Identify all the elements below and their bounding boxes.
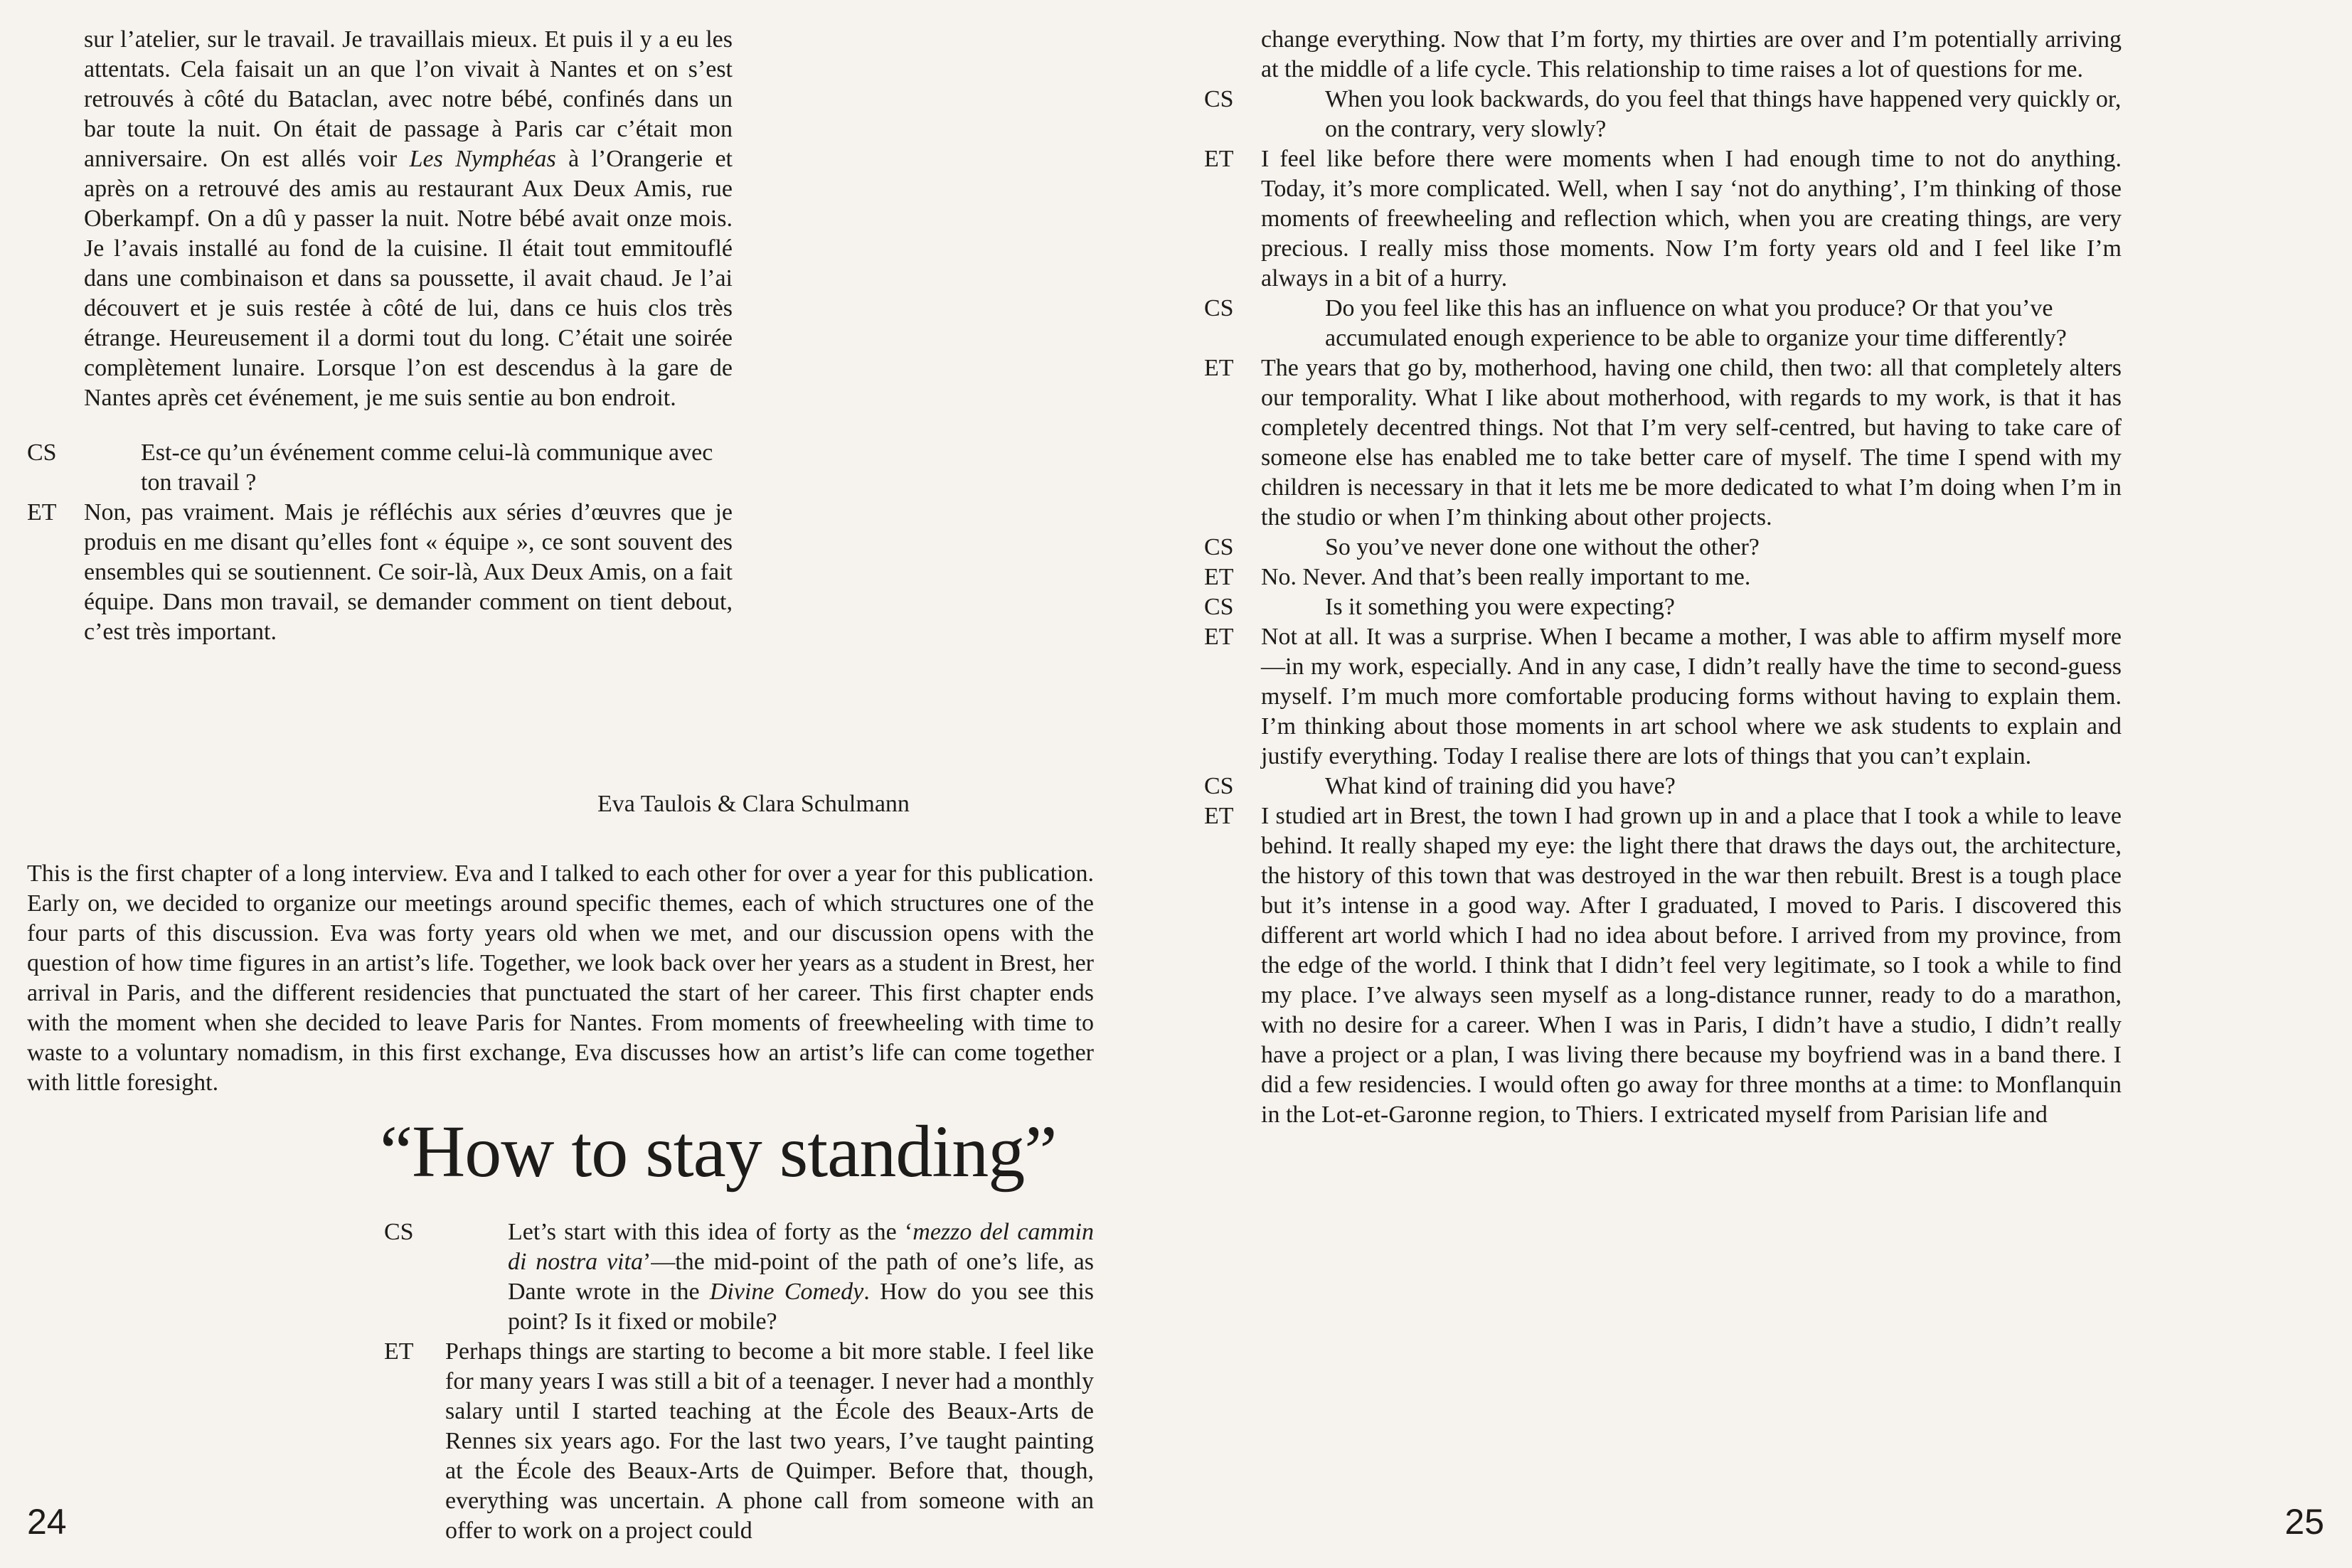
intro-paragraph: This is the first chapter of a long interview. Eva and I talked to each other for over a year for this publication. Early on, we decided to organize our meetings around specific themes, each of which structures one of the four parts of this discussion. Eva was forty years old when we met, and our discussion opens with the question of how time figures in an artist’s life. Together, we look back over her years as a student in Brest, her arrival in Paris, and the different residencies that punctuated the start of her career. This first chapter ends with the moment when she decided to leave Paris for Nantes. From moments of freewheeling with time to waste to a voluntary nomadism, in this first exchange, Eva discusses how an artist’s life can come together with little foresight.	[27, 860, 1094, 1096]
left-opening-paragraph	[84, 25, 733, 413]
question-text: Est-ce qu’un événement comme celui-là communique avec ton travail ?	[141, 439, 713, 496]
question-text	[445, 1217, 1094, 1337]
question-part: ’—the mid-point of the path of one’s life, as Dante wrote in the	[508, 1249, 1094, 1305]
qa-answer	[27, 498, 733, 647]
question-text: Do you feel like this has an influence on what you produce? Or that you’ve accumulated enough experience to be able to organize your time differently?	[1325, 295, 2067, 351]
speaker-label: CS	[1204, 295, 1234, 321]
answer-text: Not at all. It was a surprise. When I became a mother, I was able to affirm myself more—in my work, especially. And in any case, I didn’t really have the time to second-guess myself. I’m much more comfortable producing forms without having to explain them. I’m thinking about those moments in art school where we ask students to explain and justify everything. Today I realise there are lots of things that you can’t explain.	[1261, 624, 2122, 769]
page-number: 24	[27, 1502, 67, 1542]
speaker-label: ET	[384, 1338, 414, 1365]
qa-list	[1204, 85, 2122, 1130]
answer-text: Perhaps things are starting to become a bit more stable. I feel like for many years I was still a bit of a teenager. I never had a monthly salary until I started teaching at the École des Beaux-Arts de Rennes six years ago. For the last two years, I’ve taught painting at the École des Beaux-Arts de Quimper. Before that, though, everything was uncertain. A phone call from someone with an offer to work on a project could	[445, 1338, 1094, 1544]
question-text: So you’ve never done one without the other?	[1325, 534, 1760, 560]
qa-question	[1204, 592, 2122, 622]
qa-question	[1204, 294, 2122, 353]
opening-text-cont: à l’Orangerie et après on a retrouvé des amis au restaurant Aux Deux Amis, rue Oberkampf. On a dû y passer la nuit. Notre bébé avait onze mois. Je l’avais installé au fond de la cuisine. Il était tout emmitouflé dans une combinaison et dans sa poussette, il avait chaud. Je l’ai découvert et je suis restée à côté de lui, dans ce huis clos très étrange. Heureusement il a dormi tout du long. C’était une soirée complètement lunaire. Lorsque l’on est descendus à la gare de Nantes après cet événement, je me suis sentie au bon endroit.	[84, 146, 733, 411]
qa-question	[27, 438, 733, 498]
continuation-paragraph: change everything. Now that I’m forty, my thirties are over and I’m potentially arriving at the middle of a life cycle. This relationship to time raises a lot of questions for me.	[1261, 26, 2122, 82]
qa-question	[384, 1217, 1094, 1337]
speaker-label: ET	[1204, 146, 1234, 172]
opening-text: sur l’atelier, sur le travail. Je travaillais mieux. Et puis il y a eu les attentats. Cela faisait un an que l’on vivait à Nantes et on s’est retrouvés à côté du Bataclan, avec notre bébé, confinés dans un bar toute la nuit. On était de passage à Paris car c’était mon anniversaire. On est allés voir	[84, 26, 733, 172]
speaker-label: CS	[1204, 86, 1234, 112]
question-italic: mezzo del cammin di nostra vita	[508, 1219, 1094, 1275]
answer-text: I feel like before there were moments when I had enough time to not do anything. Today, it’s more complicated. Well, when I say ‘not do anything’, I’m thinking of those moments of freewheeling and reflection which, when you are creating things, are very precious. I really miss those moments. Now I’m forty years old and I feel like I’m always in a bit of a hurry.	[1261, 146, 2122, 292]
qa-answer	[1204, 801, 2122, 1130]
speaker-label: CS	[384, 1219, 414, 1245]
left-bottom-qa	[384, 1217, 1094, 1546]
left-top-qa	[27, 438, 733, 647]
chapter-headline: “How to stay standing”	[380, 1111, 1057, 1193]
answer-text: No. Never. And that’s been really important to me.	[1261, 564, 1751, 590]
byline: Eva Taulois & Clara Schulmann	[597, 791, 910, 817]
speaker-label: ET	[1204, 624, 1234, 650]
speaker-label: CS	[1204, 534, 1234, 560]
right-page	[1176, 0, 2351, 1568]
question-part: Let’s start with this idea of forty as the ‘	[508, 1219, 913, 1245]
speaker-label: CS	[27, 439, 57, 466]
qa-question	[1204, 85, 2122, 144]
qa-answer	[1204, 144, 2122, 294]
speaker-label: ET	[1204, 564, 1234, 590]
speaker-label: CS	[1204, 773, 1234, 799]
qa-answer	[1204, 562, 2122, 592]
right-column	[1204, 25, 2122, 1130]
qa-answer	[1204, 353, 2122, 533]
question-text: When you look backwards, do you feel that things have happened very quickly or, on the contrary, very slowly?	[1325, 86, 2122, 142]
qa-answer	[1204, 622, 2122, 772]
question-text: What kind of training did you have?	[1325, 773, 1676, 799]
question-part: . How do you see this point? Is it fixed or mobile?	[508, 1279, 1095, 1335]
speaker-label: ET	[1204, 803, 1234, 829]
question-italic: Divine Comedy	[709, 1279, 864, 1305]
qa-question	[1204, 772, 2122, 801]
opening-italic-title: Les Nymphéas	[409, 146, 556, 172]
page-number: 25	[2284, 1502, 2324, 1542]
speaker-label: ET	[27, 499, 57, 526]
qa-question	[1204, 533, 2122, 562]
question-text: Is it something you were expecting?	[1325, 594, 1675, 620]
speaker-label: CS	[1204, 594, 1234, 620]
speaker-label: ET	[1204, 355, 1234, 381]
answer-text: Non, pas vraiment. Mais je réfléchis aux séries d’œuvres que je produis en me disant qu’elles font « équipe », ce sont souvent des ensembles qui se soutiennent. Ce soir-là, Aux Deux Amis, on a fait équipe. Dans mon travail, se demander comment on tient debout, c’est très important.	[84, 499, 733, 645]
qa-answer	[384, 1337, 1094, 1546]
answer-text: The years that go by, motherhood, having one child, then two: all that completely alters our temporality. What I like about motherhood, with regards to my work, is that it has completely decentred things. Not that I’m very self-centred, but having to take care of someone else has enabled me to take better care of myself. The time I spend with my children is necessary in that it lets me be more dedicated to what I’m doing when I’m in the studio or when I’m thinking about other projects.	[1261, 355, 2122, 530]
answer-text: I studied art in Brest, the town I had grown up in and a place that I took a while to leave behind. It really shaped my eye: the light there that draws the days out, the architecture, the history of this town that was destroyed in the war then rebuilt. Brest is a tough place but it’s intense in a good way. After I graduated, I moved to Paris. I discovered this different art world which I had no idea about before. I arrived from my province, from the edge of the world. I think that I didn’t feel very legitimate, so I took a while to find my place. I’ve always seen myself as a long-distance runner, ready to do a marathon, with no desire for a career. When I was in Paris, I didn’t have a studio, I didn’t really have a project or a plan, I was living there because my boyfriend was in a band there. I did a few residencies. I would often go away for three months at a time: to Monflanquin in the Lot-et-Garonne region, to Thiers. I extricated myself from Parisian life and	[1261, 803, 2122, 1128]
